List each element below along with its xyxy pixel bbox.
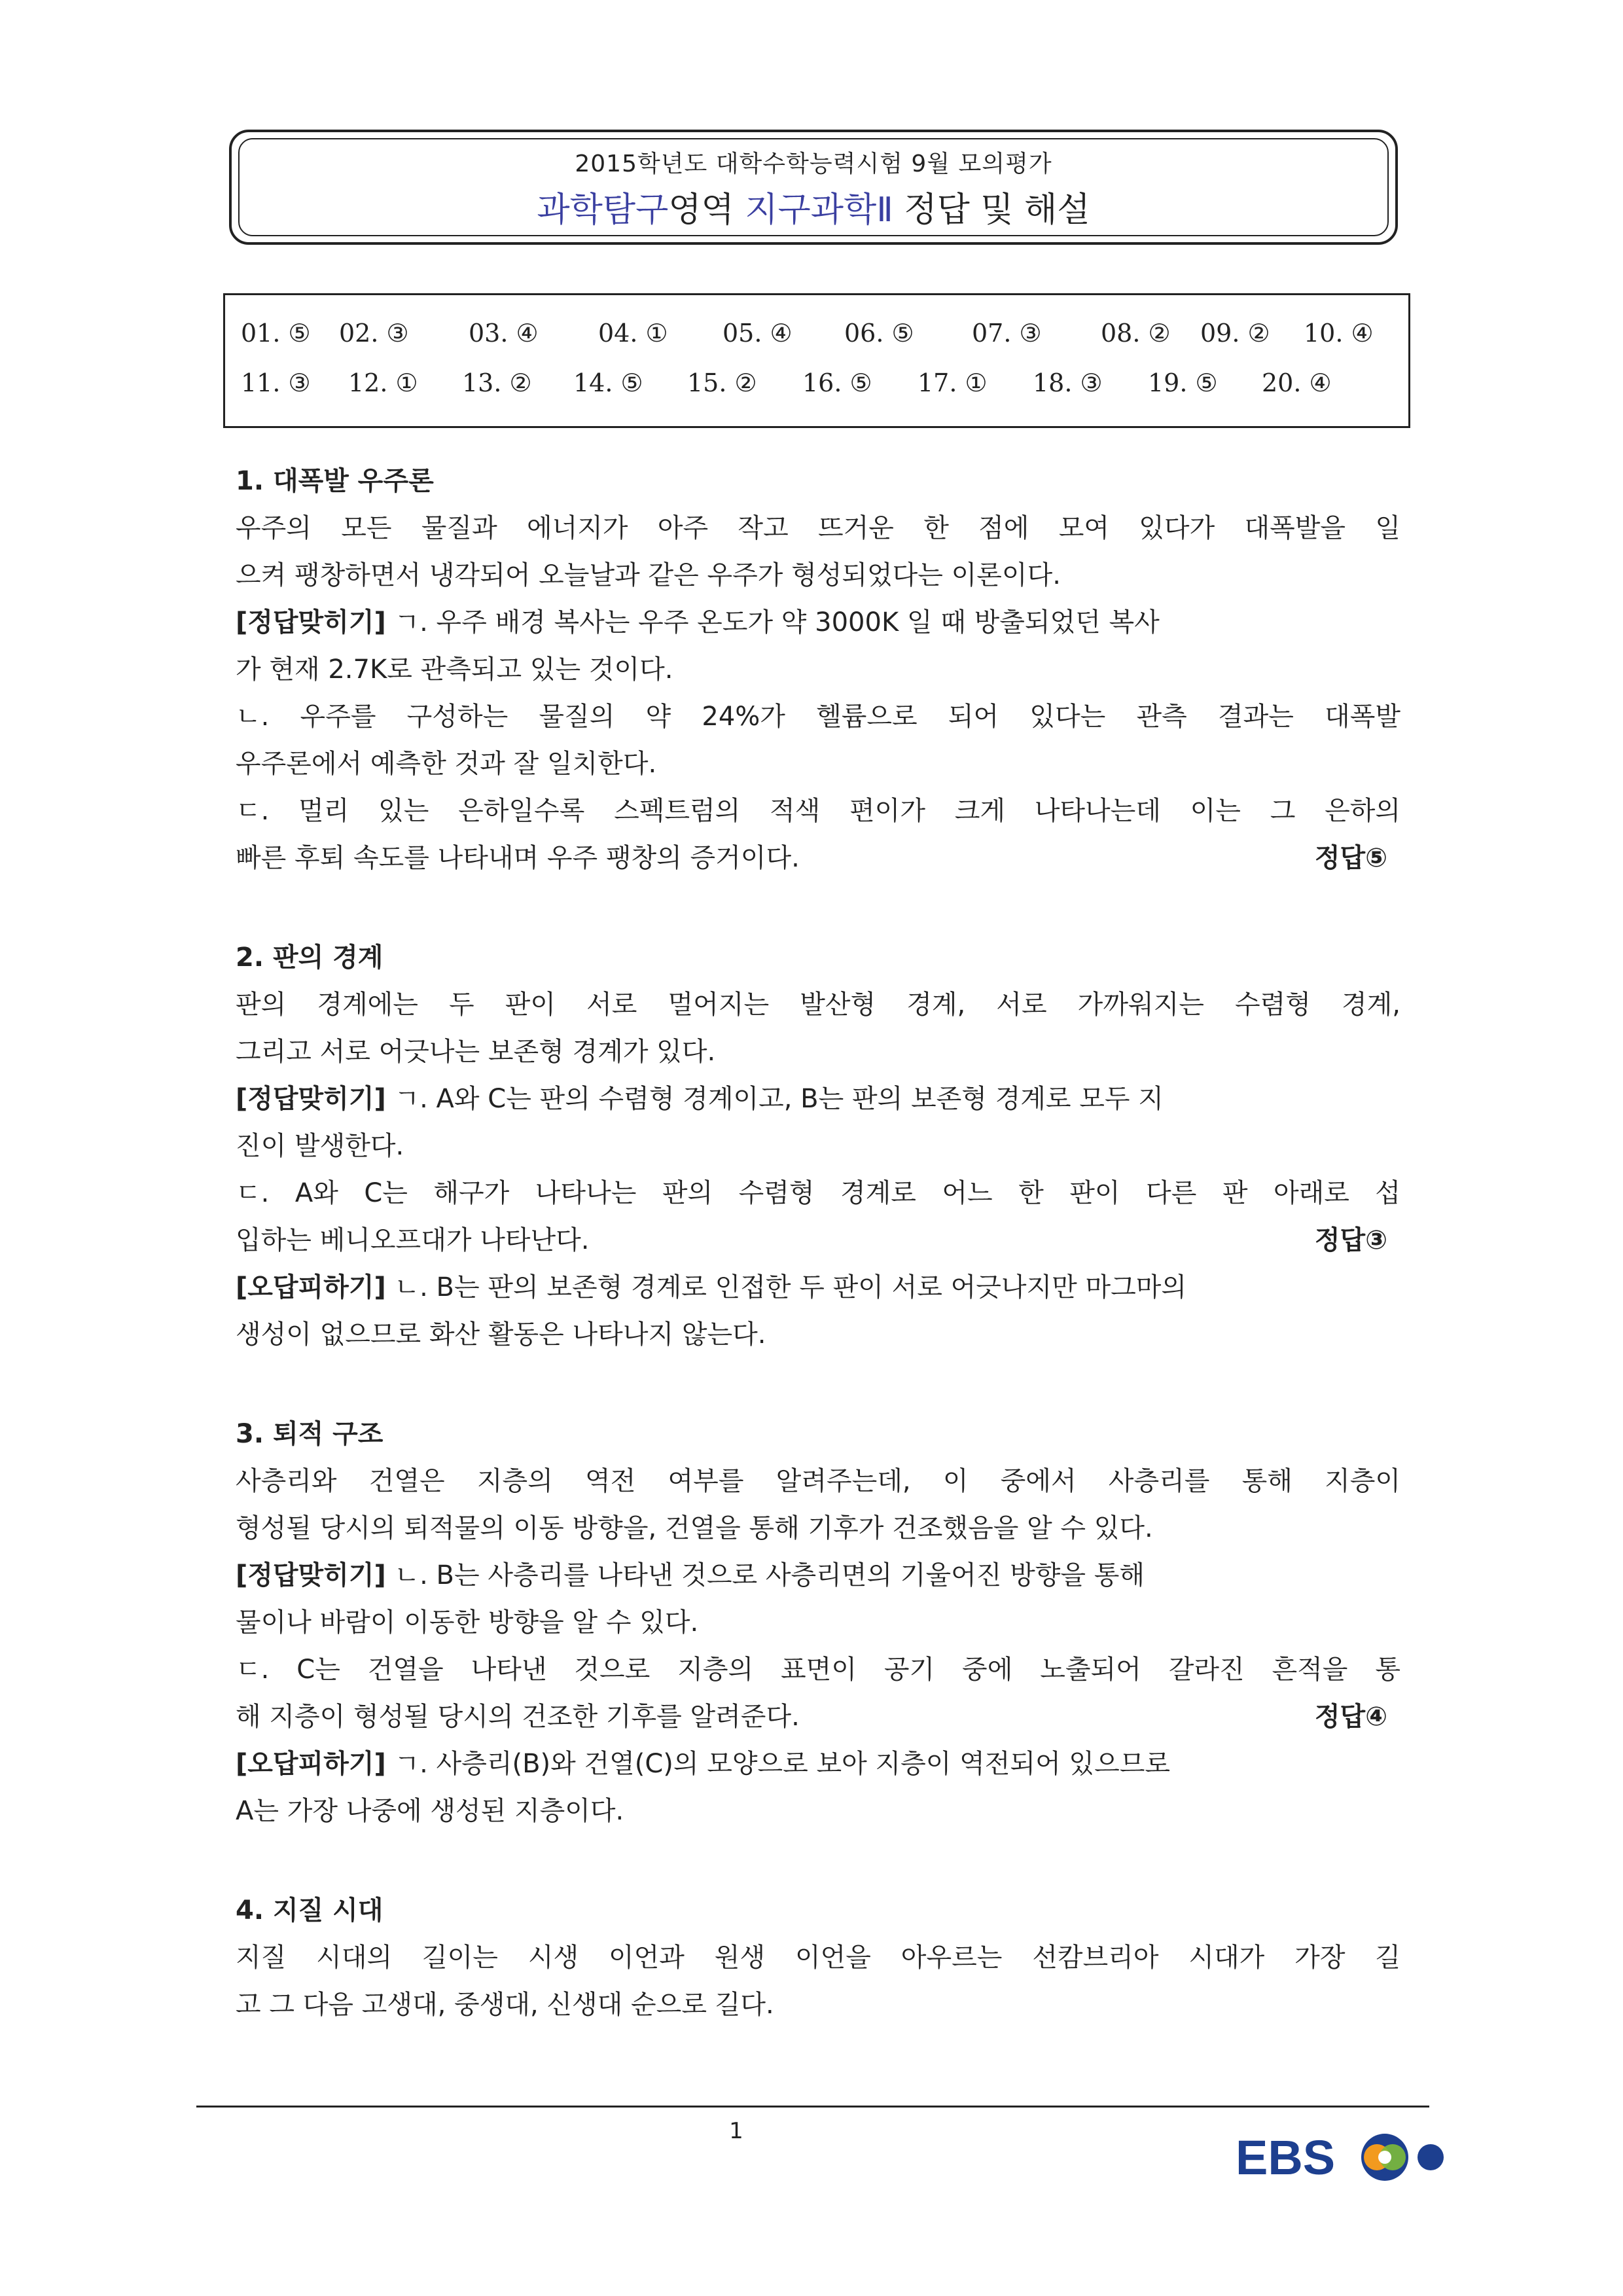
wrong-answer-tag: [오답피하기]	[236, 1272, 386, 1302]
answer-mark: 정답③	[1314, 1225, 1387, 1255]
paragraph-text: ㄱ. 사층리(B)와 건열(C)의 모양으로 보아 지층이 역전되어 있으므로	[385, 1749, 1170, 1779]
answer-item: 09. ②	[1200, 319, 1270, 348]
paragraph-line: 진이 발생한다.	[236, 1131, 404, 1161]
paragraph-line: 우주의 모든 물질과 에너지가 아주 작고 뜨거운 한 점에 모여 있다가 대폭발을 일	[236, 513, 1400, 543]
answer-key-row	[241, 319, 1408, 358]
paragraph-line: 그리고 서로 어긋나는 보존형 경계가 있다.	[236, 1037, 716, 1067]
paragraph-line	[236, 835, 1400, 881]
header-box	[229, 130, 1398, 245]
paragraph-line	[236, 1552, 1400, 1598]
answer-item: 12. ①	[348, 368, 418, 397]
answer-item: 18. ③	[1033, 368, 1103, 397]
answer-item: 08. ②	[1101, 319, 1171, 348]
answer-key-row	[241, 368, 1408, 408]
paragraph-line: ㄷ. C는 건열을 나타낸 것으로 지층의 표면이 공기 중에 노출되어 갈라진 흔적을 통	[236, 1655, 1400, 1685]
paragraph-line: 사층리와 건열은 지층의 역전 여부를 알려주는데, 이 중에서 사층리를 통해 지층이	[236, 1466, 1400, 1496]
correct-answer-tag: [정답맞히기]	[236, 1560, 386, 1590]
paragraph-line: 으켜 팽창하면서 냉각되어 오늘날과 같은 우주가 형성되었다는 이론이다.	[236, 560, 1061, 590]
paragraph-line: 생성이 없으므로 화산 활동은 나타나지 않는다.	[236, 1319, 766, 1350]
answer-item: 06. ⑤	[844, 319, 914, 348]
answer-item: 03. ④	[469, 319, 539, 348]
logo-dot	[1418, 2144, 1444, 2170]
ebs-logo-text: EBS	[1236, 2130, 1336, 2185]
paragraph-line: 지질 시대의 길이는 시생 이언과 원생 이언을 아우르는 선캄브리아 시대가 가장 길	[236, 1943, 1400, 1973]
answer-item: 15. ②	[687, 368, 757, 397]
page-number: 1	[729, 2118, 743, 2144]
answer-item: 17. ①	[918, 368, 988, 397]
answer-mark: 정답④	[1314, 1702, 1387, 1732]
paragraph-text: ㄴ. B는 사층리를 나타낸 것으로 사층리면의 기울어진 방향을 통해	[385, 1560, 1145, 1590]
answer-key-box	[223, 293, 1410, 428]
paragraph-text: ㄱ. A와 C는 판의 수렴형 경계이고, B는 판의 보존형 경계로 모두 지	[385, 1084, 1164, 1114]
logo-circle-center	[1378, 2151, 1391, 2164]
correct-answer-tag: [정답맞히기]	[236, 1084, 386, 1114]
paragraph-line	[236, 1741, 1400, 1787]
answer-item: 04. ①	[598, 319, 668, 348]
paragraph-line	[236, 1076, 1400, 1122]
answer-item: 01. ⑤	[241, 319, 311, 348]
paragraph-text: ㄱ. 우주 배경 복사는 우주 온도가 약 3000K 일 때 방출되었던 복사	[385, 607, 1160, 637]
paragraph-line	[236, 1265, 1400, 1310]
paragraph-line: 가 현재 2.7K로 관측되고 있는 것이다.	[236, 655, 673, 685]
paragraph-line	[236, 1694, 1400, 1740]
section-heading: 2. 판의 경계	[236, 942, 383, 973]
exam-title	[232, 182, 1395, 231]
exam-subtitle: 2015학년도 대학수학능력시험 9월 모의평가	[575, 151, 1052, 177]
answer-item: 11. ③	[241, 368, 311, 397]
paragraph-text: 해 지층이 형성될 당시의 건조한 기후를 알려준다.	[236, 1702, 800, 1732]
answer-item: 20. ④	[1262, 368, 1332, 397]
title-subject-area: 과학탐구	[537, 190, 669, 230]
section-heading: 1. 대폭발 우주론	[236, 466, 434, 496]
section-heading: 3. 퇴적 구조	[236, 1419, 383, 1449]
paragraph-text: ㄴ. B는 판의 보존형 경계로 인접한 두 판이 서로 어긋나지만 마그마의	[385, 1272, 1187, 1302]
footer-rule	[196, 2106, 1429, 2108]
paragraph-line: A는 가장 나중에 생성된 지층이다.	[236, 1796, 624, 1826]
section-heading: 4. 지질 시대	[236, 1895, 383, 1926]
paragraph-line	[236, 1217, 1400, 1263]
paragraph-line: ㄷ. A와 C는 해구가 나타나는 판의 수렴형 경계로 어느 한 판이 다른 판 아래로 섭	[236, 1178, 1400, 1208]
ebs-logo	[1236, 2121, 1452, 2193]
title-area-suffix: 영역	[668, 190, 745, 230]
paragraph-line: ㄷ. 멀리 있는 은하일수록 스펙트럼의 적색 편이가 크게 나타나는데 이는 그 은하의	[236, 796, 1400, 826]
paragraph-line	[236, 600, 1400, 645]
paragraph-line: 고 그 다음 고생대, 중생대, 신생대 순으로 길다.	[236, 1990, 774, 2020]
answer-item: 13. ②	[462, 368, 532, 397]
answer-item: 02. ③	[339, 319, 409, 348]
answer-item: 19. ⑤	[1148, 368, 1218, 397]
answer-item: 05. ④	[722, 319, 793, 348]
paragraph-line: 물이나 바람이 이동한 방향을 알 수 있다.	[236, 1607, 699, 1638]
answer-item: 16. ⑤	[802, 368, 872, 397]
paragraph-text: 빠른 후퇴 속도를 나타내며 우주 팽창의 증거이다.	[236, 843, 800, 873]
answer-mark: 정답⑤	[1314, 843, 1387, 873]
correct-answer-tag: [정답맞히기]	[236, 607, 386, 637]
paragraph-line: ㄴ. 우주를 구성하는 물질의 약 24%가 헬륨으로 되어 있다는 관측 결과는 대폭발	[236, 702, 1400, 732]
answer-item: 07. ③	[972, 319, 1042, 348]
answer-item: 10. ④	[1304, 319, 1374, 348]
paragraph-line: 판의 경계에는 두 판이 서로 멀어지는 발산형 경계, 서로 가까워지는 수렴형 경계,	[236, 990, 1400, 1020]
title-subject: 지구과학Ⅱ	[745, 190, 893, 230]
paragraph-line: 형성될 당시의 퇴적물의 이동 방향을, 건열을 통해 기후가 건조했음을 알 수 있다.	[236, 1513, 1153, 1543]
wrong-answer-tag: [오답피하기]	[236, 1749, 386, 1779]
paragraph-text: 입하는 베니오프대가 나타난다.	[236, 1225, 590, 1255]
answer-item: 14. ⑤	[573, 368, 643, 397]
paragraph-line: 우주론에서 예측한 것과 잘 일치한다.	[236, 749, 657, 779]
title-suffix: 정답 및 해설	[893, 190, 1090, 230]
